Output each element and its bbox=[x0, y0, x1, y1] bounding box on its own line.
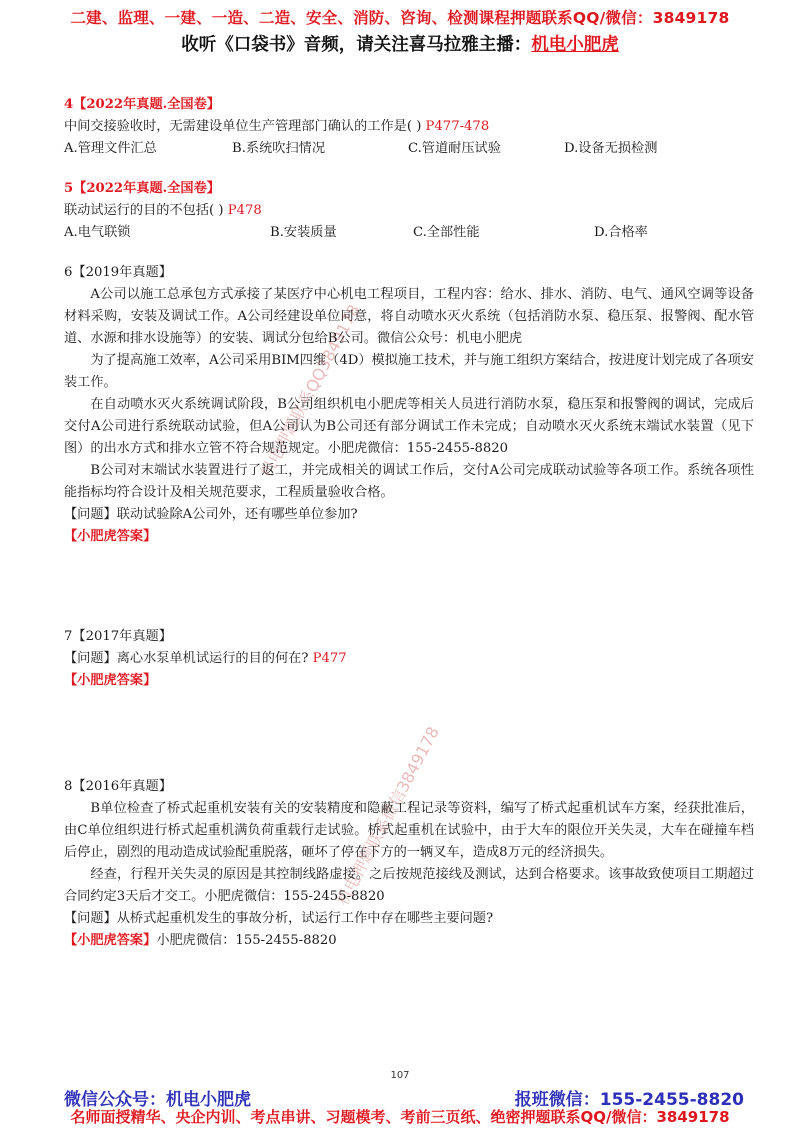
question-prompt: 【问题】从桥式起重机发生的事故分析，试运行工作中存在哪些主要问题? bbox=[64, 911, 494, 926]
question-tag: 4【2022年真题.全国卷】 bbox=[64, 97, 220, 112]
question-8 bbox=[64, 776, 754, 952]
stem-text: 联动试运行的目的不包括( ) bbox=[64, 203, 228, 218]
answer-label: 【小肥虎答案】 bbox=[64, 933, 157, 948]
answer-contact: 小肥虎微信：155-2455-8820 bbox=[156, 933, 337, 948]
question-prompt bbox=[64, 648, 754, 670]
answer-line bbox=[64, 930, 754, 952]
option-a: A.管理文件汇总 bbox=[64, 141, 157, 156]
option-d: D.合格率 bbox=[594, 225, 648, 240]
footer-slogan: 名师面授精华、央企内训、考点串讲、习题模考、考前三页纸、绝密押题联系QQ/微信：3849178 bbox=[70, 1108, 730, 1126]
question-tag: 7【2017年真题】 bbox=[64, 629, 172, 644]
footer-wechat-account: 微信公众号：机电小肥虎 bbox=[64, 1090, 251, 1110]
host-name: 机电小肥虎 bbox=[531, 35, 619, 55]
case-paragraph: B单位检查了桥式起重机安装有关的安装精度和隐蔽工程记录等资料，编写了桥式起重机试车方案，经获批准后，由C单位组织进行桥式起重机满负荷重载行走试验。桥式起重机在试验中，由于大车的限位开关失灵，大车在碰撞车档后停止，剧烈的甩动造成试验配重脱落，砸坏了停在下方的一辆叉车，造成8万元的经济损失。 bbox=[64, 801, 754, 860]
page-reference: P477-478 bbox=[425, 119, 490, 134]
option-list bbox=[64, 222, 754, 244]
option-c: C.全部性能 bbox=[413, 225, 480, 240]
question-tag: 8【2016年真题】 bbox=[64, 779, 172, 794]
question-prompt: 【问题】联动试验除A公司外，还有哪些单位参加? bbox=[64, 507, 358, 522]
option-list bbox=[64, 138, 754, 160]
watermark-qq: 机电押题联系QQ3849178 bbox=[256, 301, 364, 481]
question-stem bbox=[64, 200, 754, 222]
question-6 bbox=[64, 262, 754, 548]
option-c: C.管道耐压试验 bbox=[408, 141, 501, 156]
stem-text: 中间交接验收时，无需建设单位生产管理部门确认的工作是( ) bbox=[64, 119, 426, 134]
answer-label: 【小肥虎答案】 bbox=[64, 529, 157, 544]
option-b: B.安装质量 bbox=[270, 225, 337, 240]
option-a: A.电气联锁 bbox=[64, 225, 131, 240]
footer-signup: 报班微信：155-2455-8820 bbox=[514, 1090, 744, 1110]
option-d: D.设备无损检测 bbox=[564, 141, 658, 156]
question-stem bbox=[64, 116, 754, 138]
question-5 bbox=[64, 178, 754, 244]
page-number: 107 bbox=[390, 1070, 410, 1081]
answer-label: 【小肥虎答案】 bbox=[64, 673, 157, 688]
promo-banner: 二建、监理、一建、一造、二造、安全、消防、咨询、检测课程押题联系QQ/微信：3849178 bbox=[70, 9, 730, 27]
watermark-wechat: 机电押题联系微信3849178 bbox=[332, 723, 443, 909]
case-paragraph: 为了提高施工效率，A公司采用BIM四维（4D）模拟施工技术，并与施工组织方案结合，按进度计划完成了各项安装工作。 bbox=[64, 353, 754, 390]
case-paragraph: A公司以施工总承包方式承接了某医疗中心机电工程项目，工程内容：给水、排水、消防、电气、通风空调等设备材料采购，安装及调试工作。A公司经建设单位同意，将自动喷水灭火系统（包括消防水泵、稳压泵、报警阀、配水管道、水源和排水设施等）的安装、调试分包给B公司。微信公众号：机电小肥虎 bbox=[64, 287, 754, 346]
question-4 bbox=[64, 94, 754, 160]
case-paragraph: 在自动喷水灭火系统调试阶段，B公司组织机电小肥虎等相关人员进行消防水泵，稳压泵和报警阀的调试，完成后交付A公司进行系统联动试验，但A公司认为B公司还有部分调试工作未完成；自动喷水灭火系统末端试水装置（见下图）的出水方式和排水立管不符合规范规定。小肥虎微信：155-2455-8820 bbox=[64, 397, 754, 456]
question-tag: 5【2022年真题.全国卷】 bbox=[64, 181, 220, 196]
audio-notice-text: 收听《口袋书》音频，请关注喜马拉雅主播： bbox=[181, 35, 532, 55]
question-7 bbox=[64, 626, 754, 692]
audio-notice bbox=[0, 31, 800, 56]
prompt-text: 【问题】离心水泵单机试运行的目的何在? bbox=[64, 651, 313, 666]
page-reference: P478 bbox=[227, 203, 262, 218]
option-b: B.系统吹扫情况 bbox=[232, 141, 326, 156]
case-paragraph: 经查，行程开关失灵的原因是其控制线路虚接。之后按规范接线及测试，达到合格要求。该事故致使项目工期超过合同约定3天后才交工。小肥虎微信：155-2455-8820 bbox=[64, 867, 754, 904]
question-tag: 6【2019年真题】 bbox=[64, 265, 172, 280]
case-paragraph: B公司对末端试水装置进行了返工，并完成相关的调试工作后，交付A公司完成联动试验等各项工作。系统各项性能指标均符合设计及相关规范要求，工程质量验收合格。 bbox=[64, 463, 754, 500]
page-reference: P477 bbox=[312, 651, 347, 666]
